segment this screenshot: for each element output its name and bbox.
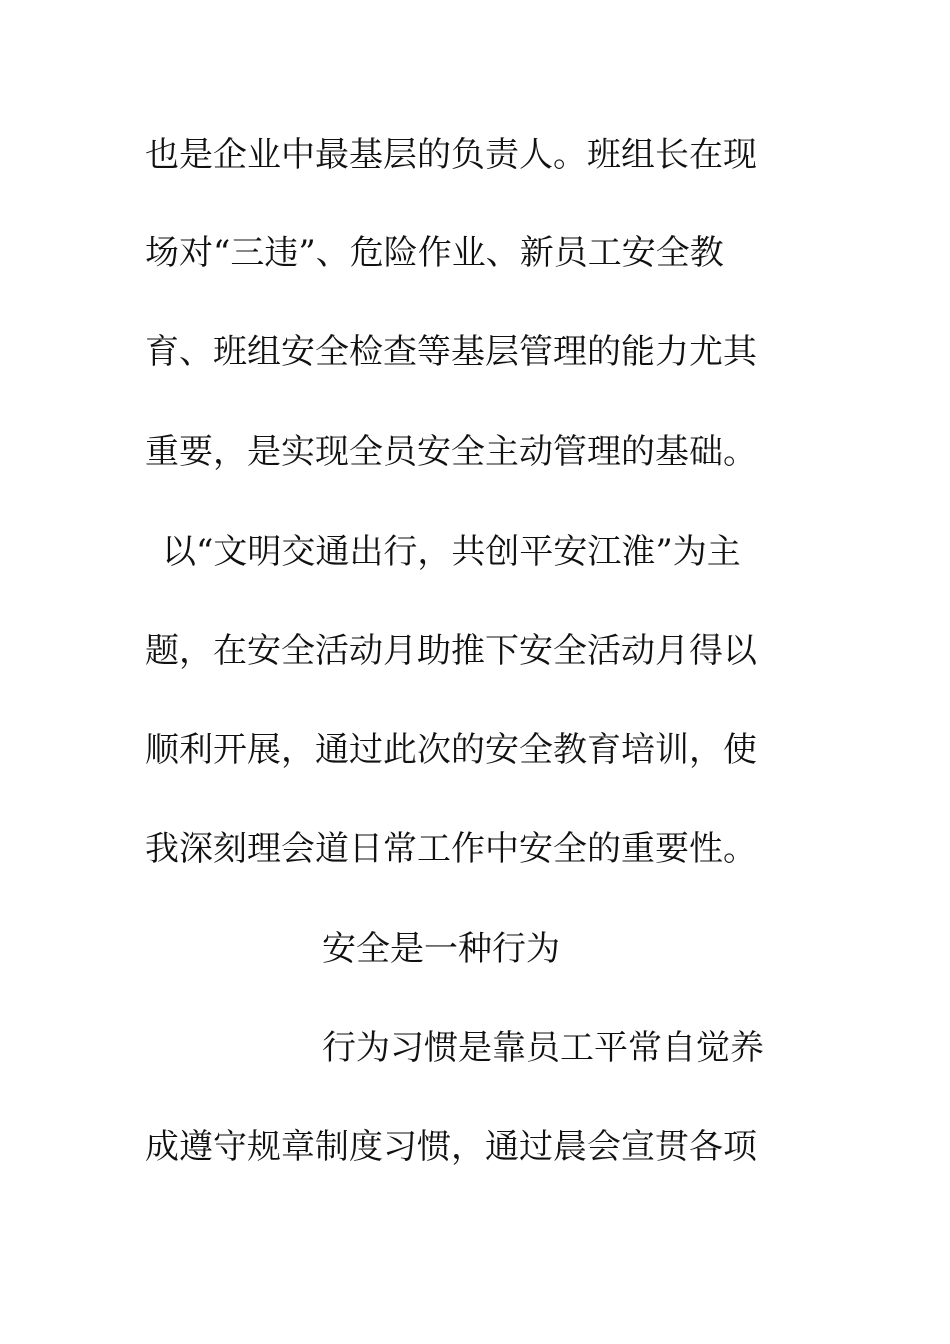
paragraph-line: 场对“三违”、危险作业、新员工安全教 — [145, 233, 724, 273]
paragraph-line: 成遵守规章制度习惯，通过晨会宣贯各项 — [145, 1127, 757, 1167]
paragraph-line: 我深刻理会道日常工作中安全的重要性。 — [145, 829, 757, 869]
paragraph-line: 行为习惯是靠员工平常自觉养 — [322, 1028, 764, 1068]
paragraph-line: 育、班组安全检查等基层管理的能力尤其 — [145, 332, 757, 372]
paragraph-line: 顺利开展，通过此次的安全教育培训，使 — [145, 730, 757, 770]
paragraph-line: 重要，是实现全员安全主动管理的基础。 — [145, 432, 757, 472]
paragraph-line: 以“文明交通出行，共创平安江淮”为主 — [162, 532, 741, 572]
section-heading: 安全是一种行为 — [322, 929, 560, 969]
paragraph-line: 也是企业中最基层的负责人。班组长在现 — [145, 135, 757, 175]
paragraph-line: 题，在安全活动月助推下安全活动月得以 — [145, 631, 757, 671]
